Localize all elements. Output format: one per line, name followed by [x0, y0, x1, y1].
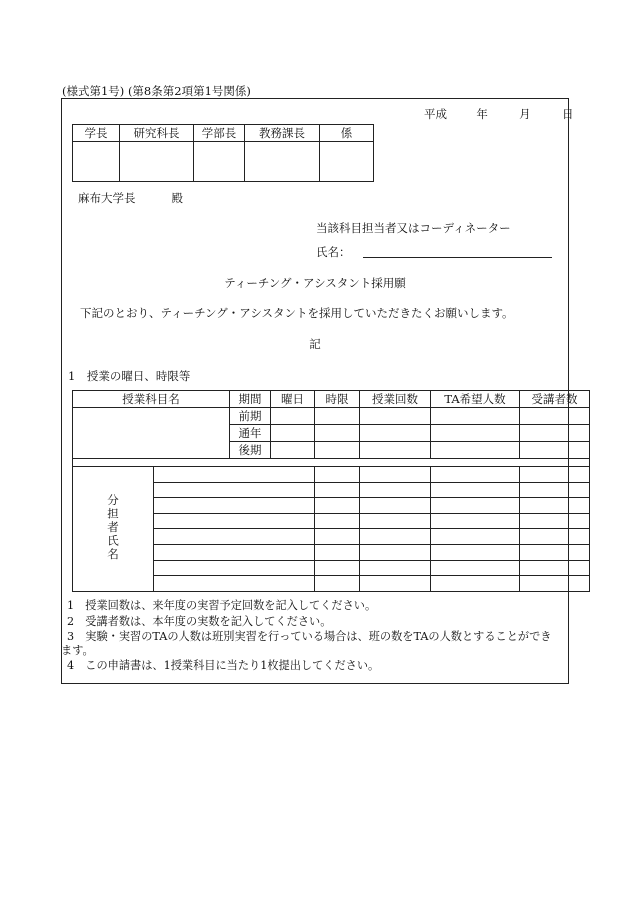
table-cell[interactable]: [271, 425, 315, 442]
approval-header-president: 学長: [73, 125, 120, 142]
approval-header-staff: 係: [320, 125, 374, 142]
addressee: [78, 190, 183, 206]
table-cell[interactable]: [431, 498, 520, 514]
period-full-year: 通年: [230, 425, 271, 442]
stamp-cell[interactable]: [120, 142, 194, 182]
period-first-term: 前期: [230, 408, 271, 425]
table-cell[interactable]: [315, 560, 360, 576]
table-cell[interactable]: [520, 408, 590, 425]
table-cell[interactable]: [520, 544, 590, 560]
request-text: 下記のとおり、ティーチング・アシスタントを採用していただきたくお願いします。: [80, 306, 514, 320]
name-field[interactable]: [363, 257, 552, 258]
coordinator-label: 当該科目担当者又はコーディネーター: [316, 221, 511, 235]
table-cell[interactable]: [431, 425, 520, 442]
table-cell[interactable]: [271, 408, 315, 425]
table-cell[interactable]: [520, 467, 590, 483]
stamp-cell[interactable]: [320, 142, 374, 182]
addressee-honorific: 殿: [171, 191, 183, 205]
table-cell[interactable]: [431, 560, 520, 576]
stamp-cell[interactable]: [245, 142, 320, 182]
stamp-cell[interactable]: [73, 142, 120, 182]
header-ta-count: TA希望人数: [431, 391, 520, 408]
table-cell[interactable]: [360, 408, 431, 425]
note-2: 2 受講者数は、本年度の実数を記入してください。: [67, 615, 332, 628]
table-cell[interactable]: [520, 513, 590, 529]
instructor-name-cell[interactable]: [154, 560, 315, 576]
approval-stamp-table: [72, 124, 374, 182]
header-students: 受講者数: [520, 391, 590, 408]
shared-instructors-label: [73, 467, 154, 592]
ki-marker: 記: [309, 337, 321, 351]
note-4: 4 この申請書は、1授業科目に当たり1枚提出してください。: [67, 659, 380, 672]
table-cell[interactable]: [360, 560, 431, 576]
instructor-name-cell[interactable]: [154, 513, 315, 529]
table-cell[interactable]: [315, 408, 360, 425]
instructor-name-cell[interactable]: [154, 482, 315, 498]
approval-header-dean: 学部長: [194, 125, 245, 142]
approval-header-dean-graduate: 研究科長: [120, 125, 194, 142]
date-year: 年: [476, 107, 488, 121]
table-cell[interactable]: [315, 498, 360, 514]
table-cell[interactable]: [360, 576, 431, 592]
approval-header-academic-affairs: 教務課長: [245, 125, 320, 142]
table-cell[interactable]: [315, 513, 360, 529]
addressee-name: 麻布大学長: [78, 191, 136, 205]
name-label: 氏名：: [316, 245, 351, 259]
course-name-cell[interactable]: [73, 408, 230, 459]
section-heading: 1 授業の曜日、時限等: [68, 369, 191, 383]
table-cell[interactable]: [431, 408, 520, 425]
table-cell[interactable]: [315, 442, 360, 459]
table-cell[interactable]: [360, 544, 431, 560]
table-spacer: [73, 459, 590, 467]
table-cell[interactable]: [520, 482, 590, 498]
table-cell[interactable]: [431, 467, 520, 483]
date-day: 日: [561, 107, 574, 121]
header-class-count: 授業回数: [360, 391, 431, 408]
table-cell[interactable]: [360, 425, 431, 442]
table-cell[interactable]: [315, 529, 360, 545]
date-era: 平成: [424, 107, 447, 121]
stamp-cell[interactable]: [194, 142, 245, 182]
table-cell[interactable]: [315, 425, 360, 442]
header-course-name: 授業科目名: [73, 391, 230, 408]
table-cell[interactable]: [431, 529, 520, 545]
date-month: 月: [519, 107, 531, 121]
instructor-name-cell[interactable]: [154, 576, 315, 592]
date-line: [424, 106, 573, 122]
header-weekday: 曜日: [271, 391, 315, 408]
table-cell[interactable]: [520, 576, 590, 592]
table-cell[interactable]: [315, 482, 360, 498]
table-cell[interactable]: [520, 442, 590, 459]
table-cell[interactable]: [431, 482, 520, 498]
table-cell[interactable]: [520, 498, 590, 514]
table-cell[interactable]: [431, 513, 520, 529]
class-schedule-table: [72, 390, 590, 592]
table-cell[interactable]: [360, 467, 431, 483]
table-cell[interactable]: [431, 442, 520, 459]
table-cell[interactable]: [315, 467, 360, 483]
note-3: 3 実験・実習のTAの人数は班別実習を行っている場合は、班の数をTAの人数とすることができ: [67, 630, 552, 643]
document-title: ティーチング・アシスタント採用願: [224, 276, 406, 290]
instructor-name-cell[interactable]: [154, 544, 315, 560]
table-cell[interactable]: [360, 482, 431, 498]
table-cell[interactable]: [315, 544, 360, 560]
table-cell[interactable]: [271, 442, 315, 459]
instructor-name-cell[interactable]: [154, 467, 315, 483]
table-cell[interactable]: [360, 442, 431, 459]
instructor-name-cell[interactable]: [154, 498, 315, 514]
table-cell[interactable]: [431, 576, 520, 592]
note-3-continued: ます。: [61, 644, 94, 657]
note-1: 1 授業回数は、来年度の実習予定回数を記入してください。: [67, 599, 377, 612]
table-cell[interactable]: [520, 560, 590, 576]
table-cell[interactable]: [360, 513, 431, 529]
instructor-name-cell[interactable]: [154, 529, 315, 545]
table-cell[interactable]: [360, 498, 431, 514]
table-cell[interactable]: [315, 576, 360, 592]
table-cell[interactable]: [520, 529, 590, 545]
form-number: (様式第1号) (第8条第2項第1号関係): [62, 84, 251, 98]
table-cell[interactable]: [431, 544, 520, 560]
header-period: 期間: [230, 391, 271, 408]
shared-instructors-text: 分担者氏名: [106, 493, 120, 562]
period-second-term: 後期: [230, 442, 271, 459]
table-cell[interactable]: [520, 425, 590, 442]
table-cell[interactable]: [360, 529, 431, 545]
header-time-slot: 時限: [315, 391, 360, 408]
